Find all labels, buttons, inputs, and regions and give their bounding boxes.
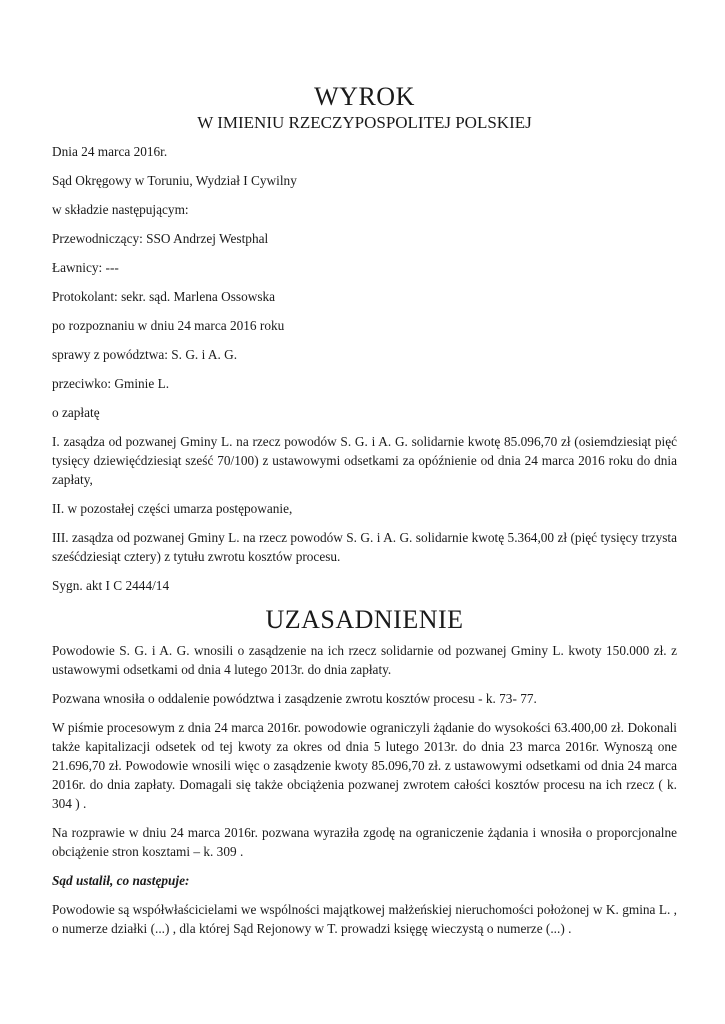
court-composition: w składzie następującym:: [52, 202, 189, 217]
case-defendant: przeciwko: Gminie L.: [52, 376, 170, 391]
justification-paragraph: Na rozprawie w dniu 24 marca 2016r. pozwana wyraziła zgodę na ograniczenie żądania i wnosiła o proporcjonalne obciążenie stron kosztami – k. 309 .: [52, 825, 677, 859]
ruling-point: III. zasądza od pozwanej Gminy L. na rzecz powodów S. G. i A. G. solidarnie kwotę 5.364,00 zł (pięć tysięcy trzysta sześćdziesiąt cztery) z tytułu zwrotu kosztów procesu.: [52, 530, 677, 564]
justification-paragraph: Pozwana wnosiła o oddalenie powództwa i zasądzenie zwrotu kosztów procesu - k. 73- 77.: [52, 691, 537, 706]
case-plaintiffs: sprawy z powództwa: S. G. i A. G.: [52, 347, 238, 362]
ruling-date: Dnia 24 marca 2016r.: [52, 144, 168, 159]
lay-judges: Ławnicy: ---: [52, 260, 119, 275]
justification-paragraph: Powodowie S. G. i A. G. wnosili o zasądzenie na ich rzecz solidarnie od pozwanej Gminy L. kwoty 150.000 zł. z ustawowymi odsetkami od dnia 4 lutego 2013r. do dnia zapłaty.: [52, 643, 677, 677]
court-name: Sąd Okręgowy w Toruniu, Wydział I Cywilny: [52, 173, 297, 188]
document-page: [52, 82, 677, 948]
hearing-date: po rozpoznaniu w dniu 24 marca 2016 roku: [52, 318, 285, 333]
ruling-point: I. zasądza od pozwanej Gminy L. na rzecz powodów S. G. i A. G. solidarnie kwotę 85.096,70 zł (osiemdziesiąt pięć tysięcy dziewięćdziesiąt sześć 70/100) z ustawowymi odsetkami za opóźnienie od dnia 24 marca 2016 roku do dnia zapłaty,: [52, 434, 677, 487]
justification-paragraph: W piśmie procesowym z dnia 24 marca 2016r. powodowie ograniczyli żądanie do wysokości 63.400,00 zł. Dokonali także kapitalizacji odsetek od tej kwoty za okres od dnia 5 lutego 2013r. do dnia 23 marca 2016r. Wynoszą one 21.696,70 zł. Powodowie wnosili więc o zasądzenie kwoty 85.096,70 zł. z ustawowymi odsetkami od dnia 24 marca 2016r. do dnia zapłaty. Domagali się także obciążenia pozwanej zwrotem całości kosztów procesu na ich rzecz ( k. 304 ) .: [52, 720, 677, 811]
ruling-point: II. w pozostałej części umarza postępowanie,: [52, 501, 293, 516]
justification-title: UZASADNIENIE: [265, 605, 464, 634]
findings-heading: Sąd ustalił, co następuje:: [52, 873, 190, 888]
case-subject: o zapłatę: [52, 405, 100, 420]
presiding-judge: Przewodniczący: SSO Andrzej Westphal: [52, 231, 269, 246]
document-title: WYROK: [314, 82, 415, 111]
document-subtitle: W IMIENIU RZECZYPOSPOLITEJ POLSKIEJ: [197, 113, 532, 132]
case-signature: Sygn. akt I C 2444/14: [52, 578, 170, 593]
findings-paragraph: Powodowie są współwłaścicielami we wspólności majątkowej małżeńskiej nieruchomości położonej w K. gmina L. , o numerze działki (...) , dla której Sąd Rejonowy w T. prowadzi księgę wieczystą o numerze (...) .: [52, 902, 677, 936]
court-clerk: Protokolant: sekr. sąd. Marlena Ossowska: [52, 289, 276, 304]
